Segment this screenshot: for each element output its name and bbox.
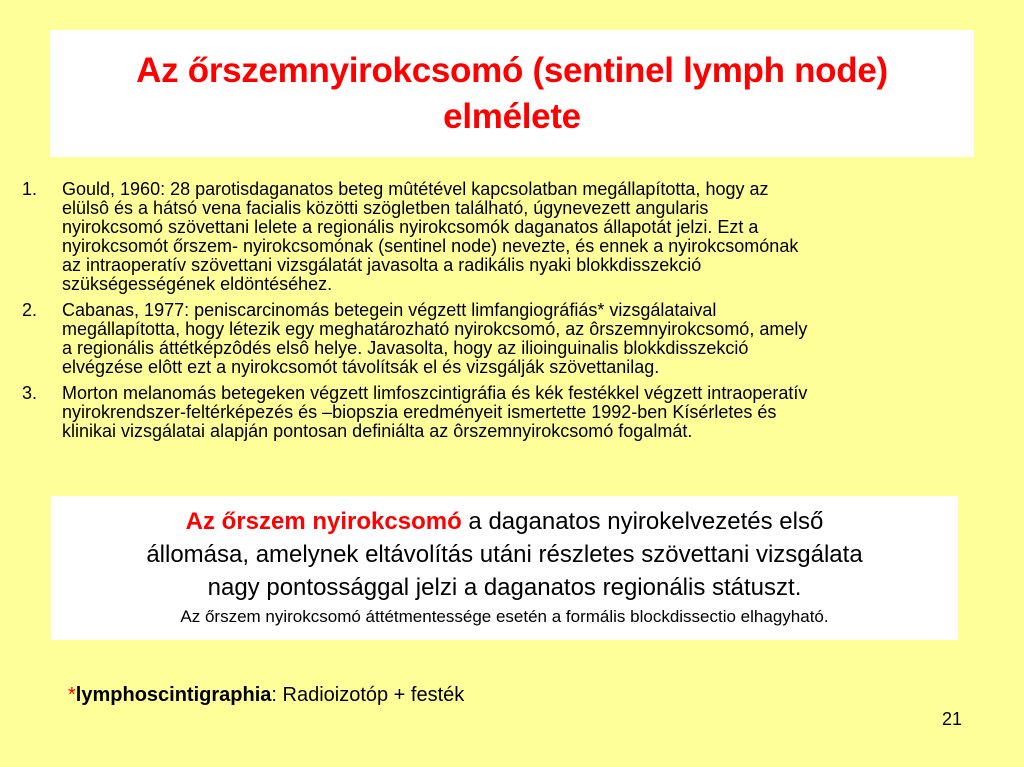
list-number: 1. bbox=[22, 179, 38, 199]
definition-line-1-rest: a daganatos nyirokelvezetés első bbox=[461, 508, 824, 535]
slide-title-line-2: elmélete bbox=[443, 96, 581, 136]
history-list bbox=[22, 180, 1012, 448]
text-line: az intraoperatív szövettani vizsgálatát javasolta a radikális nyaki blokkdisszekció bbox=[62, 255, 702, 275]
footnote bbox=[68, 683, 464, 707]
text-line: Gould, 1960: 28 parotisdaganatos beteg mûtétével kapcsolatban megállapította, hogy az bbox=[62, 179, 769, 199]
page-number: 21 bbox=[942, 709, 963, 729]
definition-line-1 bbox=[51, 505, 958, 538]
text-line: nyirokcsomó szövettani lelete a regionális nyirokcsomók daganatos állapotát jelzi. Ezt a bbox=[62, 217, 759, 237]
text-line: Morton melanomás betegeken végzett limfoszcintigráfia és kék festékkel végzett intraoperatív bbox=[62, 383, 808, 403]
list-number: 3. bbox=[22, 383, 38, 403]
asterisk-marker: * bbox=[68, 684, 76, 706]
list-item-text bbox=[62, 180, 1012, 294]
title-box bbox=[50, 30, 974, 157]
list-number: 2. bbox=[22, 300, 38, 320]
slide-title-line-1: Az őrszemnyirokcsomó (sentinel lymph node) bbox=[136, 50, 888, 90]
text-line: elvégzése elôtt ezt a nyirokcsomót távolítsák el és vizsgálják szövettanilag. bbox=[62, 357, 660, 377]
footnote-text: : Radioizotóp + festék bbox=[271, 684, 465, 706]
list-item-text bbox=[62, 384, 1012, 441]
text-line: nyirokcsomót őrszem- nyirokcsomónak (sentinel node) nevezte, és ennek a nyirokcsomónak bbox=[62, 236, 799, 256]
footnote-term: lymphoscintigraphia bbox=[75, 684, 272, 706]
text-line: nyirokrendszer-feltérképezés és –biopszia eredményeit ismertette 1992-ben Kísérletes és bbox=[62, 402, 777, 422]
list-item-text bbox=[62, 301, 1012, 377]
definition-highlight: Az őrszem nyirokcsomó bbox=[185, 508, 462, 535]
definition-box bbox=[51, 496, 958, 640]
text-line: szükségességének eldöntéséhez. bbox=[62, 274, 333, 294]
list-item-cabanas bbox=[22, 301, 1012, 377]
definition-line-3: nagy pontossággal jelzi a daganatos regionális státuszt. bbox=[207, 574, 802, 601]
text-line: klinikai vizsgálatai alapján pontosan definiálta az ôrszemnyirokcsomó fogalmát. bbox=[62, 421, 693, 441]
definition-note: Az őrszem nyirokcsomó áttétmentessége esetén a formális blockdissectio elhagyható. bbox=[180, 607, 829, 626]
text-line: elülsô és a hátsó vena facialis közötti szögletben található, úgynevezett angularis bbox=[62, 198, 709, 218]
text-line: megállapította, hogy létezik egy meghatározható nyirokcsomó, az ôrszemnyirokcsomó, amely bbox=[62, 319, 808, 339]
text-line: Cabanas, 1977: peniscarcinomás betegein végzett limfangiográfiás* vizsgálataival bbox=[62, 300, 717, 320]
definition-line-2: állomása, amelynek eltávolítás utáni részletes szövettani vizsgálata bbox=[146, 541, 863, 568]
list-item-morton bbox=[22, 384, 1012, 441]
list-item-gould bbox=[22, 180, 1012, 294]
text-line: a regionális áttétképzôdés elsô helye. Javasolta, hogy az ilioinguinalis blokkdisszekció bbox=[62, 338, 749, 358]
